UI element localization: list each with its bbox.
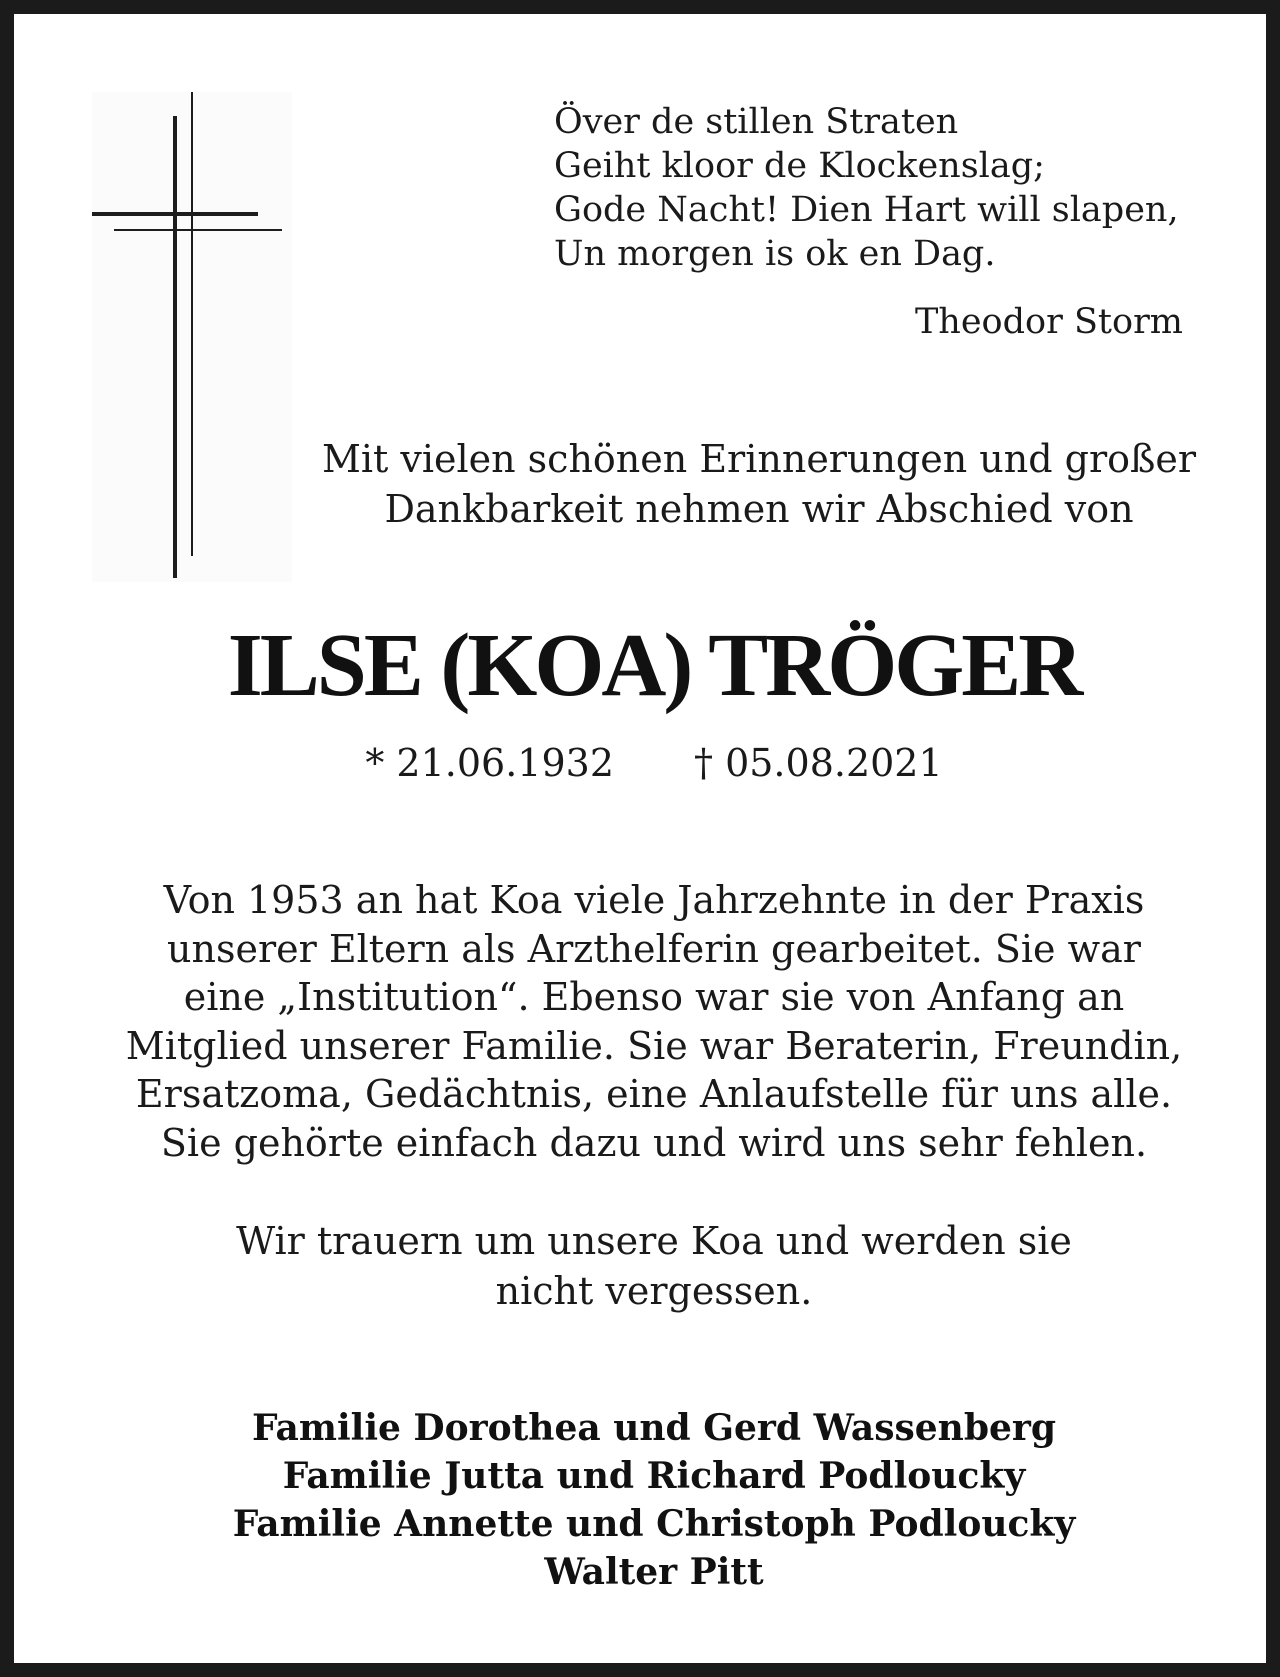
signer: Walter Pitt (544, 1551, 764, 1593)
cross-vertical-thin-bar (191, 92, 193, 556)
tribute-line: Ersatzoma, Gedächtnis, eine Anlaufstelle für uns alle. (135, 1072, 1173, 1116)
intro-line: Mit vielen schönen Erinnerungen und großer (321, 437, 1197, 481)
death-date: † 05.08.2021 (694, 741, 943, 785)
tribute-line: Von 1953 an hat Koa viele Jahrzehnte in der Praxis (163, 878, 1145, 922)
poem-line: Geiht kloor de Klockenslag; (554, 146, 1045, 186)
signer: Familie Annette und Christoph Podloucky (232, 1503, 1076, 1545)
life-dates (14, 738, 1280, 788)
cross-icon (92, 92, 292, 582)
poem-author: Theodor Storm (914, 302, 1183, 342)
tribute-line: Sie gehörte einfach dazu und wird uns sehr fehlen. (160, 1120, 1148, 1165)
tribute-line: eine „Institution“. Ebenso war sie von Anfang an (183, 975, 1125, 1019)
signers (54, 1404, 1254, 1596)
closing-text (54, 1216, 1254, 1316)
intro-text (274, 434, 1244, 534)
closing-line: nicht vergessen. (495, 1269, 813, 1313)
cross-horizontal-bar (92, 212, 258, 216)
signer: Familie Dorothea und Gerd Wassenberg (251, 1407, 1057, 1449)
poem (554, 100, 1179, 276)
poem-line: Un morgen is ok en Dag. (554, 234, 996, 274)
poem-line: Över de stillen Straten (554, 102, 959, 142)
cross-horizontal-thin-bar (114, 229, 282, 231)
signer: Familie Jutta und Richard Podloucky (282, 1455, 1026, 1497)
tribute-line: unserer Eltern als Arzthelferin gearbeitet. Sie war (167, 926, 1141, 971)
poem-line: Gode Nacht! Dien Hart will slapen, (554, 190, 1179, 230)
tribute-text (54, 876, 1254, 1167)
birth-date: * 21.06.1932 (365, 741, 614, 785)
cross-vertical-bar (173, 116, 177, 578)
closing-line: Wir trauern um unsere Koa und werden sie (236, 1219, 1072, 1263)
tribute-line: Mitglied unserer Familie. Sie war Beraterin, Freundin, (125, 1023, 1183, 1068)
intro-line: Dankbarkeit nehmen wir Abschied von (384, 487, 1134, 531)
deceased-name: ILSE (KOA) TRÖGER (227, 616, 1081, 715)
